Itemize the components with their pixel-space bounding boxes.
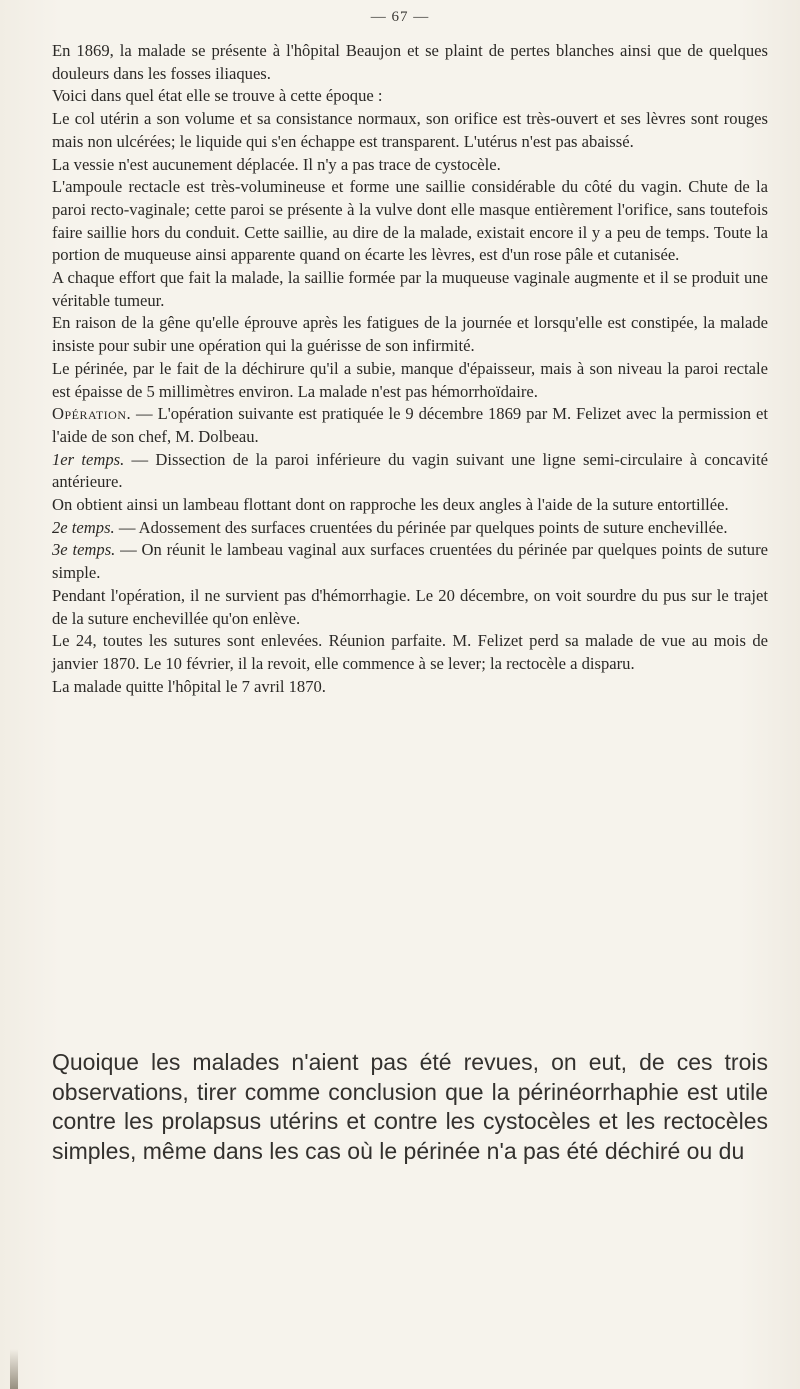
paragraph	[52, 154, 768, 177]
page-number: — 67 —	[370, 9, 430, 25]
paragraph	[52, 267, 768, 312]
paragraph-text: — Dissection de la paroi inférieure du vagin suivant une ligne semi-circulaire à concavité antérieure.	[52, 449, 768, 492]
paragraph-text: En 1869, la malade se présente à l'hôpital Beaujon et se plaint de pertes blanches ainsi que de quelques douleurs dans les fosses iliaques.	[52, 41, 768, 83]
section-lead: Opération.	[52, 404, 132, 424]
paragraph-text: La vessie n'est aucunement déplacée. Il n'y a pas trace de cystocèle.	[52, 154, 501, 174]
paragraph-text: — On réunit le lambeau vaginal aux surfaces cruentées du périnée par quelques points de suture simple.	[52, 540, 768, 583]
conclusion-paragraph: Quoique les malades n'aient pas été revues, on eut, de ces trois observations, tirer comme conclusion que la périnéorrhaphie est utile contre les prolapsus utérins et contre les cystocèles et les rectocèles simples, même dans les cas où le périnée n'a pas été déchiré ou du	[52, 1049, 768, 1164]
paragraph	[52, 449, 768, 494]
paragraph	[52, 676, 768, 699]
paragraph	[52, 85, 768, 108]
paragraph-text: Le col utérin a son volume et sa consistance normaux, son orifice est très-ouvert et ses lèvres sont rouges mais non ulcérées; le liquide qui s'en échappe est transparent. L'utérus n'est pas abaissé.	[52, 109, 768, 151]
paragraph-text: En raison de la gêne qu'elle éprouve après les fatigues de la journée et lorsqu'elle est constipée, la malade insiste pour subir une opération qui la guérisse de son infirmité.	[52, 313, 768, 356]
paragraph-text: — Adossement des surfaces cruentées du périnée par quelques points de suture enchevillée.	[114, 517, 728, 537]
conclusion-text	[52, 1048, 768, 1166]
body-text	[52, 40, 768, 698]
paragraph	[52, 108, 768, 153]
paragraph	[52, 403, 768, 448]
paragraph	[52, 539, 768, 584]
paragraph-text: Le périnée, par le fait de la déchirure qu'il a subie, manque d'épaisseur, mais à son niveau la paroi rectale est épaisse de 5 millimètres environ. La malade n'est pas hémorrhoïdaire.	[52, 358, 768, 401]
step-lead: 2e temps.	[52, 517, 115, 537]
paragraph	[52, 312, 768, 357]
step-lead: 3e temps.	[52, 540, 116, 560]
paragraph	[52, 494, 768, 517]
paragraph-text: On obtient ainsi un lambeau flottant dont on rapproche les deux angles à l'aide de la suture entortillée.	[52, 495, 729, 515]
paragraph-text: Pendant l'opération, il ne survient pas d'hémorrhagie. Le 20 décembre, on voit sourdre du pus sur le trajet de la suture enchevillée qu'on enlève.	[52, 585, 768, 628]
paragraph	[52, 40, 768, 85]
paragraph-text: La malade quitte l'hôpital le 7 avril 1870.	[52, 676, 326, 696]
paragraph-text: — L'opération suivante est pratiquée le 9 décembre 1869 par M. Felizet avec la permission et l'aide de son chef, M. Dolbeau.	[52, 404, 768, 446]
paragraph	[52, 585, 768, 630]
paragraph-text: A chaque effort que fait la malade, la saillie formée par la muqueuse vaginale augmente et il se produit une véritable tumeur.	[52, 268, 768, 310]
paragraph	[52, 630, 768, 675]
paragraph	[52, 176, 768, 267]
paragraph	[52, 358, 768, 403]
page-edge-mark	[10, 1349, 18, 1389]
paragraph-text: L'ampoule rectacle est très-volumineuse et forme une saillie considérable du côté du vagin. Chute de la paroi recto-vaginale; cette paroi se présente à la vulve dont elle masque entièrement l'orifice, sans toutefois faire saillie hors du conduit. Cette saillie, au dire de la malade, existait encore il y a peu de temps. Toute la portion de muqueuse ainsi apparente quand on écarte les lèvres, est d'un rose pâle et cutanisée.	[52, 177, 768, 265]
paragraph-text: Le 24, toutes les sutures sont enlevées. Réunion parfaite. M. Felizet perd sa malade de vue au mois de janvier 1870. Le 10 février, il la revoit, elle commence à se lever; la rectocèle a disparu.	[52, 631, 768, 673]
paragraph	[52, 517, 768, 540]
step-lead: 1er temps.	[52, 449, 125, 469]
paragraph-text: Voici dans quel état elle se trouve à cette époque :	[52, 86, 383, 106]
